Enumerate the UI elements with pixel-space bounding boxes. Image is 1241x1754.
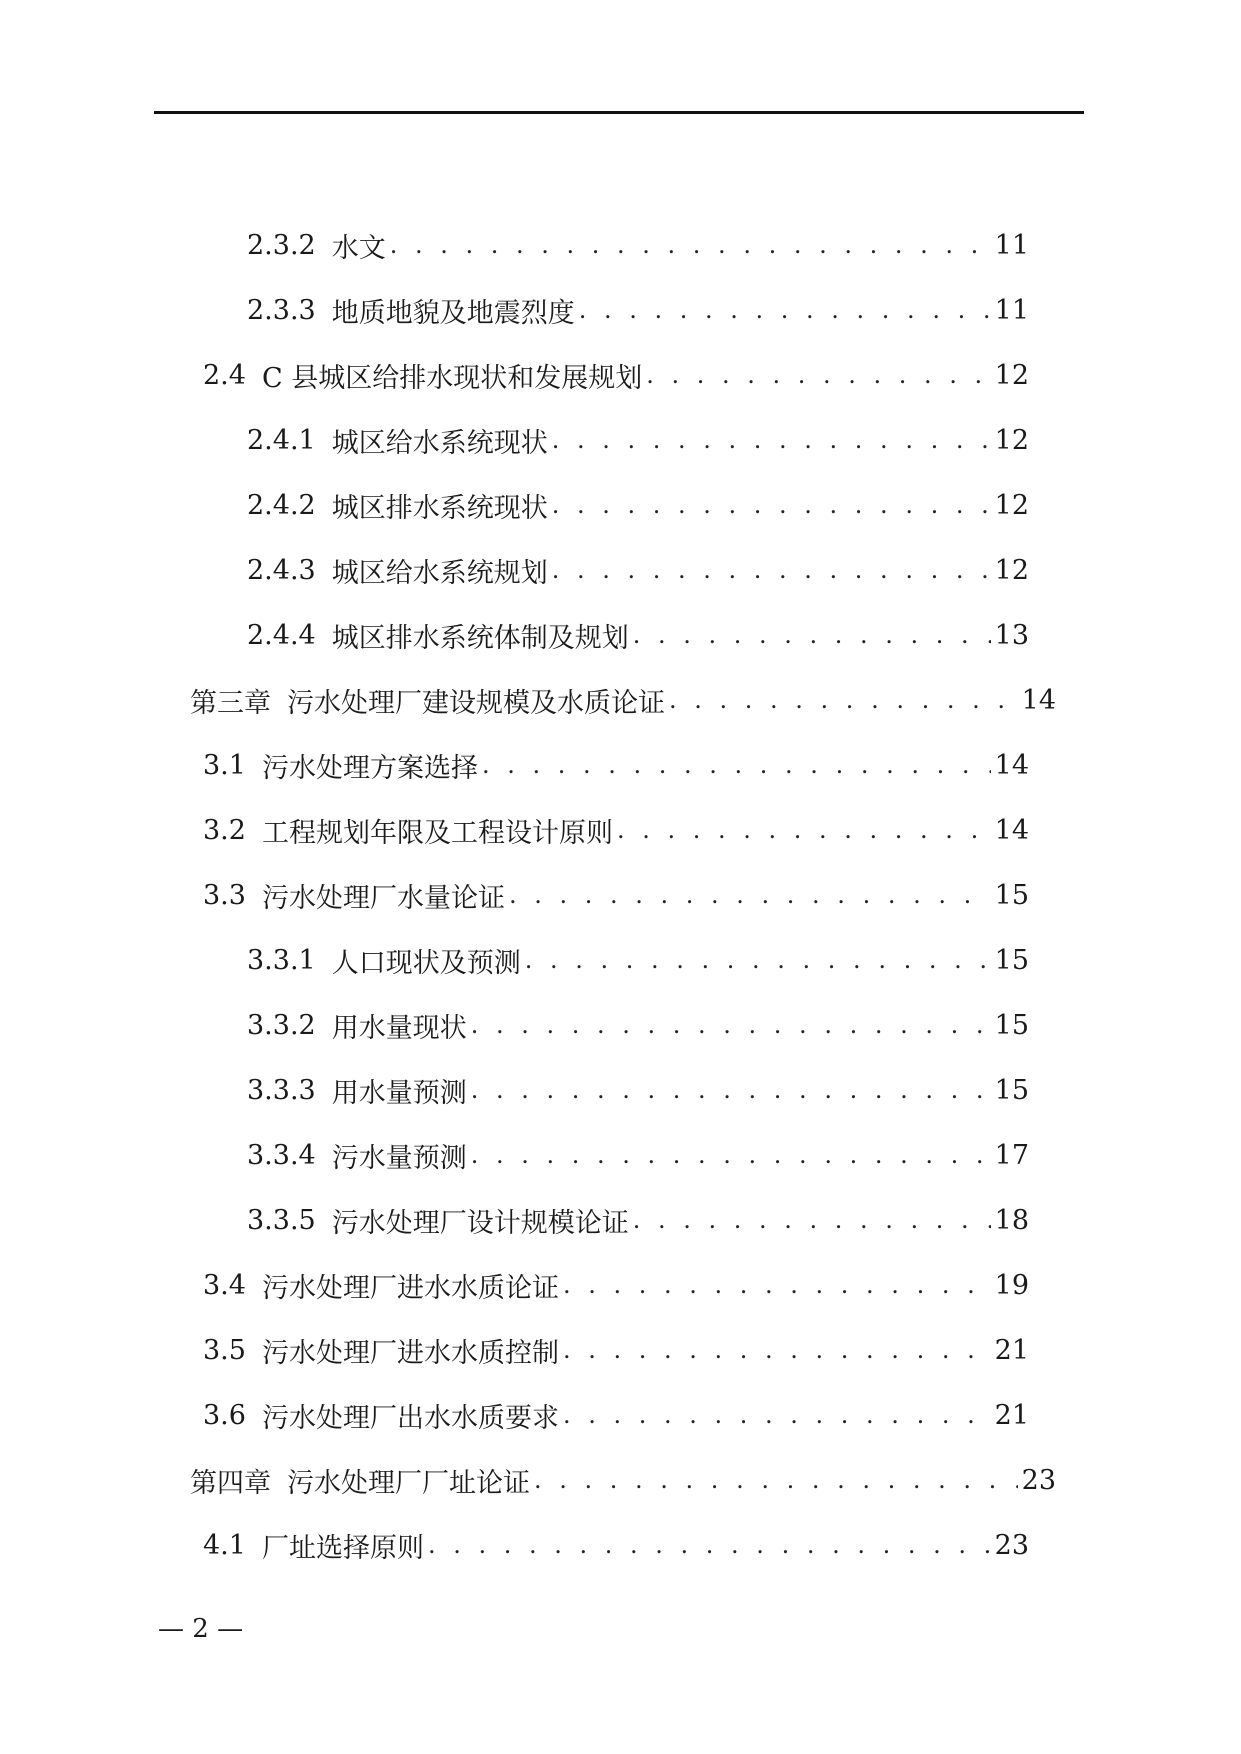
dot-leader bbox=[669, 680, 1018, 720]
entry-number: 2.4 bbox=[203, 359, 246, 391]
entry-title: 污水量预测 bbox=[331, 1142, 467, 1174]
entry-number: 3.3.4 bbox=[247, 1139, 316, 1171]
entry-page-number: 19 bbox=[994, 1269, 1029, 1301]
entry-title: 地质地貌及地震烈度 bbox=[331, 297, 575, 329]
toc-entry-3-3-4[interactable] bbox=[247, 1135, 1029, 1175]
entry-page-number: 15 bbox=[994, 1074, 1029, 1106]
entry-title: 用水量现状 bbox=[331, 1012, 467, 1044]
toc-entry-3-3-5[interactable] bbox=[247, 1200, 1029, 1240]
dot-leader bbox=[471, 1070, 991, 1110]
entry-title: 污水处理厂厂址论证 bbox=[287, 1467, 530, 1499]
dot-leader bbox=[534, 1460, 1018, 1500]
entry-number: 3.3.1 bbox=[247, 944, 316, 976]
entry-number: 2.4.2 bbox=[247, 489, 316, 521]
entry-page-number: 12 bbox=[994, 424, 1029, 456]
dot-leader bbox=[390, 225, 991, 265]
entry-page-number: 11 bbox=[994, 294, 1029, 326]
entry-title: 城区给水系统规划 bbox=[331, 557, 548, 589]
dot-leader bbox=[579, 290, 991, 330]
toc-entry-3-2[interactable] bbox=[203, 810, 1029, 850]
entry-page-number: 15 bbox=[994, 879, 1029, 911]
dot-leader bbox=[509, 875, 991, 915]
entry-title: 水文 bbox=[331, 232, 386, 264]
entry-page-number: 12 bbox=[994, 489, 1029, 521]
header-rule bbox=[154, 111, 1084, 114]
toc-entry-3-3[interactable] bbox=[203, 875, 1029, 915]
toc-entry-chapter-4[interactable] bbox=[190, 1460, 1056, 1500]
entry-number: 3.1 bbox=[203, 749, 246, 781]
toc-entry-3-3-3[interactable] bbox=[247, 1070, 1029, 1110]
entry-page-number: 18 bbox=[994, 1204, 1029, 1236]
toc-entry-2-3-2[interactable] bbox=[247, 225, 1029, 265]
entry-number: 2.4.3 bbox=[247, 554, 316, 586]
entry-number: 3.5 bbox=[203, 1334, 246, 1366]
entry-title: C 县城区给排水现状和发展规划 bbox=[261, 362, 643, 394]
entry-number: 3.6 bbox=[203, 1399, 246, 1431]
entry-title: 城区排水系统体制及规划 bbox=[331, 622, 629, 654]
entry-title: 污水处理厂水量论证 bbox=[261, 882, 505, 914]
toc-entry-3-1[interactable] bbox=[203, 745, 1029, 785]
entry-page-number: 12 bbox=[994, 359, 1029, 391]
entry-page-number: 21 bbox=[994, 1399, 1029, 1431]
entry-title: 工程规划年限及工程设计原则 bbox=[261, 817, 613, 849]
entry-page-number: 13 bbox=[994, 619, 1029, 651]
entry-page-number: 14 bbox=[994, 814, 1029, 846]
toc-entry-2-4-3[interactable] bbox=[247, 550, 1029, 590]
entry-page-number: 23 bbox=[994, 1529, 1029, 1561]
entry-number: 第四章 bbox=[190, 1467, 271, 1499]
entry-number: 3.3.3 bbox=[247, 1074, 316, 1106]
entry-page-number: 14 bbox=[994, 749, 1029, 781]
entry-title: 用水量预测 bbox=[331, 1077, 467, 1109]
toc-entry-chapter-3[interactable] bbox=[190, 680, 1056, 720]
entry-number: 第三章 bbox=[190, 687, 271, 719]
entry-number: 2.4.4 bbox=[247, 619, 316, 651]
page-number-footer: — 2 — bbox=[158, 1614, 244, 1644]
dot-leader bbox=[563, 1265, 991, 1305]
entry-title: 污水处理厂建设规模及水质论证 bbox=[287, 687, 665, 719]
entry-page-number: 14 bbox=[1021, 684, 1056, 716]
entry-title: 城区给水系统现状 bbox=[331, 427, 548, 459]
dot-leader bbox=[633, 615, 991, 655]
toc-entry-3-4[interactable] bbox=[203, 1265, 1029, 1305]
toc-entry-4-1[interactable] bbox=[203, 1525, 1029, 1565]
toc-entry-3-3-1[interactable] bbox=[247, 940, 1029, 980]
toc-entry-3-5[interactable] bbox=[203, 1330, 1029, 1370]
toc-entry-2-4-1[interactable] bbox=[247, 420, 1029, 460]
entry-number: 3.3.5 bbox=[247, 1204, 316, 1236]
entry-page-number: 15 bbox=[994, 1009, 1029, 1041]
entry-title: 污水处理方案选择 bbox=[261, 752, 478, 784]
entry-page-number: 23 bbox=[1021, 1464, 1056, 1496]
dot-leader bbox=[633, 1200, 991, 1240]
entry-page-number: 15 bbox=[994, 944, 1029, 976]
entry-title: 厂址选择原则 bbox=[261, 1532, 424, 1564]
dot-leader bbox=[552, 420, 991, 460]
dot-leader bbox=[552, 485, 991, 525]
entry-title: 污水处理厂出水水质要求 bbox=[261, 1402, 559, 1434]
entry-number: 3.3 bbox=[203, 879, 246, 911]
entry-page-number: 12 bbox=[994, 554, 1029, 586]
entry-title: 污水处理厂设计规模论证 bbox=[331, 1207, 629, 1239]
toc-entry-3-3-2[interactable] bbox=[247, 1005, 1029, 1045]
toc-entry-2-4[interactable] bbox=[203, 355, 1029, 395]
entry-number: 2.3.2 bbox=[247, 229, 316, 261]
toc-entry-3-6[interactable] bbox=[203, 1395, 1029, 1435]
entry-title: 城区排水系统现状 bbox=[331, 492, 548, 524]
entry-page-number: 11 bbox=[994, 229, 1029, 261]
entry-title: 人口现状及预测 bbox=[331, 947, 521, 979]
dot-leader bbox=[617, 810, 991, 850]
dot-leader bbox=[563, 1330, 991, 1370]
entry-number: 4.1 bbox=[203, 1529, 246, 1561]
entry-number: 2.4.1 bbox=[247, 424, 316, 456]
dot-leader bbox=[525, 940, 991, 980]
dot-leader bbox=[428, 1525, 991, 1565]
dot-leader bbox=[552, 550, 991, 590]
entry-number: 3.3.2 bbox=[247, 1009, 316, 1041]
toc-entry-2-4-4[interactable] bbox=[247, 615, 1029, 655]
toc-entry-2-4-2[interactable] bbox=[247, 485, 1029, 525]
entry-number: 3.4 bbox=[203, 1269, 246, 1301]
dot-leader bbox=[471, 1135, 991, 1175]
entry-number: 2.3.3 bbox=[247, 294, 316, 326]
dot-leader bbox=[646, 355, 990, 395]
entry-page-number: 17 bbox=[994, 1139, 1029, 1171]
entry-title: 污水处理厂进水水质论证 bbox=[261, 1272, 559, 1304]
entry-title: 污水处理厂进水水质控制 bbox=[261, 1337, 559, 1369]
toc-entry-2-3-3[interactable] bbox=[247, 290, 1029, 330]
dot-leader bbox=[471, 1005, 991, 1045]
entry-page-number: 21 bbox=[994, 1334, 1029, 1366]
entry-number: 3.2 bbox=[203, 814, 246, 846]
dot-leader bbox=[482, 745, 991, 785]
dot-leader bbox=[563, 1395, 991, 1435]
